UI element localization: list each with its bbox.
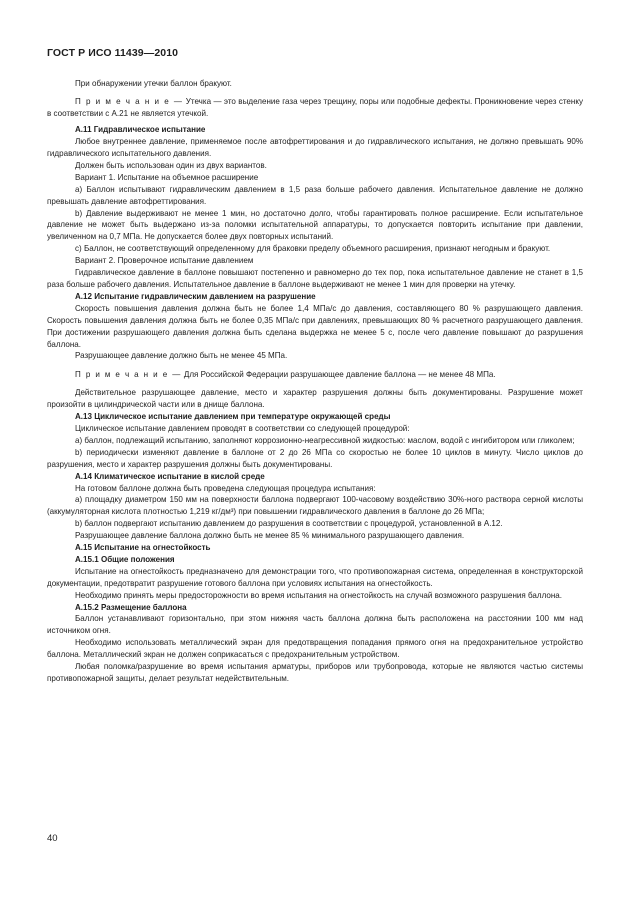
- paragraph: Разрушающее давление баллона должно быть не менее 85 % минимального разрушающего давления.: [75, 531, 465, 541]
- paragraph: Действительное разрушающее давление, место и характер разрушения должны быть документированы. Разрушение может произойти в цилиндрической части или в днище баллона.: [47, 388, 583, 410]
- note-label: П р и м е ч а н и е —: [75, 369, 182, 379]
- paragraph: Любое внутреннее давление, применяемое после автофреттирования и до гидравлического испытания, не должно превышать 90% гидравлического испытательного давления.: [47, 137, 583, 159]
- paragraph: a) Баллон испытывают гидравлическим давлением в 1,5 раза больше рабочего давления. Испытательное давление не должно превышать давление автофреттирования.: [47, 184, 583, 206]
- paragraph: c) Баллон, не соответствующий определенному для браковки пределу объемного расширения, признают негодным и бракуют.: [75, 244, 551, 254]
- document-body: [47, 78, 583, 685]
- paragraph: Любая поломка/разрушение во время испытания арматуры, приборов или трубопровода, которые не являются частью системы противопожарной защиты, делает результат недействительным.: [47, 662, 583, 683]
- paragraph: Вариант 2. Проверочное испытание давлением: [75, 256, 254, 266]
- paragraph: При обнаружении утечки баллон бракуют.: [75, 79, 232, 88]
- note: [47, 369, 583, 381]
- paragraph: b) Давление выдерживают не менее 1 мин, но достаточно долго, чтобы гарантировать полное расширение. Если испытательное давление не может быть выдержано из-за поломки испытательной аппаратуры, то допускается повторить испытание при давлении, увеличенном на 0,7 МПа. Не допускается более двух повторных испытаний.: [47, 208, 583, 242]
- paragraph: Необходимо использовать металлический экран для предотвращения попадания прямого огня на предохранительное устройство баллона. Металлический экран не должен соприкасаться с предохранительным устройством.: [47, 638, 583, 660]
- paragraph: Циклическое испытание давлением проводят в соответствии со следующей процедурой:: [75, 423, 410, 433]
- paragraph: Баллон устанавливают горизонтально, при этом нижняя часть баллона должна быть расположена на расстоянии 100 мм над источником огня.: [47, 614, 583, 636]
- paragraph: Должен быть использован один из двух вариантов.: [75, 160, 267, 170]
- paragraph: b) баллон подвергают испытанию давлением до разрушения в соответствии с процедурой, установленной в А.12.: [75, 519, 503, 529]
- page-number: 40: [47, 833, 58, 844]
- section-heading-a11: А.11 Гидравлическое испытание: [75, 125, 206, 135]
- paragraph: a) баллон, подлежащий испытанию, заполняют коррозионно-неагрессивной жидкостью: маслом, водой с ингибитором или гликолем;: [75, 435, 575, 445]
- note-text: Для Российской Федерации разрушающее давление баллона — не менее 48 МПа.: [183, 369, 496, 379]
- section-heading-a12: А.12 Испытание гидравлическим давлением на разрушение: [75, 291, 316, 301]
- paragraph: Испытание на огнестойкость предназначено для демонстрации того, что противопожарная система, определенная в конструкторской документации, предотвратит разрушение готового баллона при условиях испытания на огнестойкость.: [47, 566, 583, 588]
- paragraph: Гидравлическое давление в баллоне повышают постепенно и равномерно до тех пор, пока испытательное давление не станет в 1,5 раза больше рабочего давления. Испытательное давление в баллоне выдерживают не менее 1 мин для проверки на утечку.: [47, 268, 583, 289]
- paragraph: b) периодически изменяют давление в баллоне от 2 до 26 МПа со скоростью не более 10 циклов в минуту. Число циклов до разрушения, место и характер разрушения должны быть документированы.: [47, 447, 583, 469]
- section-heading-a15: А.15 Испытание на огнестойкость: [75, 543, 211, 553]
- paragraph: Вариант 1. Испытание на объемное расширение: [75, 172, 259, 182]
- section-heading-a13: А.13 Циклическое испытание давлением при температуре окружающей среды: [75, 412, 391, 422]
- note-label: П р и м е ч а н и е —: [75, 97, 184, 107]
- paragraph: a) площадку диаметром 150 мм на поверхности баллона подвергают 100-часовому воздействию 30%-ного раствора серной кислоты (аккумуляторная кислота плотностью 1,219 кг/дм³) при повышении гидравлического давления в баллоне до 26 МПа;: [47, 495, 583, 517]
- section-heading-a15-2: А.15.2 Размещение баллона: [75, 602, 187, 612]
- paragraph: Скорость повышения давления должна быть не более 1,4 МПа/с до давления, составляющего 80 % разрушающего давления. Скорость повышения давления должна быть не более 0,35 МПа/с при давлениях, превышающих 80 % расчетного разрушающего давления. При достижении разрушающего давления должна быть сделана выдержка не менее 5 с, после чего давление повышают до разрушения баллона.: [47, 303, 583, 349]
- document-header: ГОСТ Р ИСО 11439—2010: [47, 47, 179, 59]
- paragraph: Разрушающее давление должно быть не менее 45 МПа.: [75, 351, 288, 361]
- paragraph: Необходимо принять меры предосторожности во время испытания на огнестойкость на случай возможного разрушения баллона.: [75, 590, 562, 600]
- note-text: Утечка — это выделение газа через трещину, поры или подобные дефекты. Проникновение через стенку в соответствии с А.21 не является утечкой.: [47, 97, 583, 119]
- note: [47, 96, 583, 120]
- section-heading-a15-1: А.15.1 Общие положения: [75, 554, 175, 564]
- section-heading-a14: А.14 Климатическое испытание в кислой среде: [75, 471, 265, 481]
- paragraph: На готовом баллоне должна быть проведена следующая процедура испытания:: [75, 483, 376, 493]
